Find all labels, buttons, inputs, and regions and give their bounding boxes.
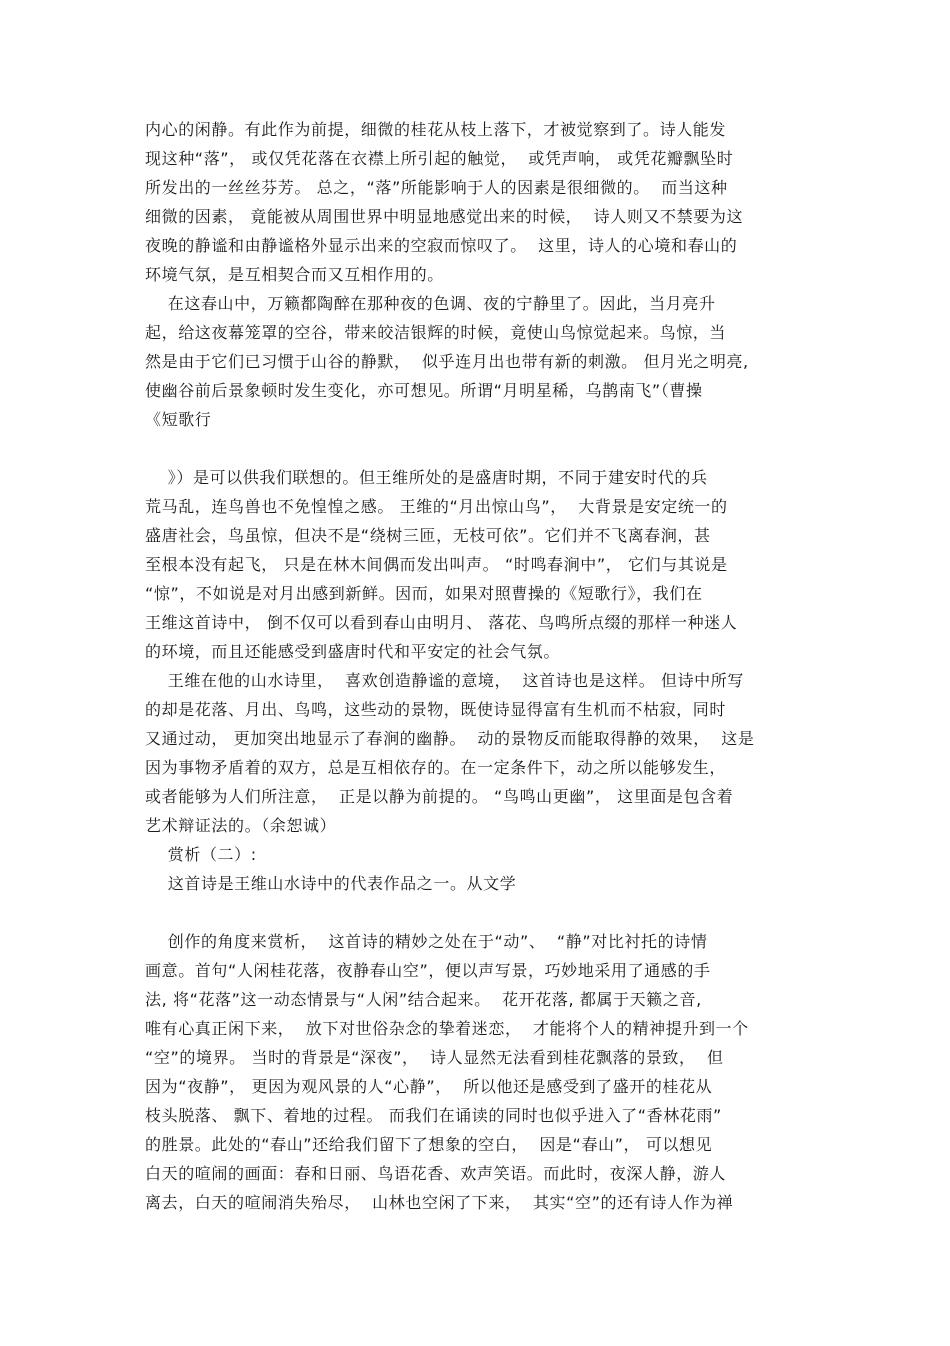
text-line: 或者能够为人们所注意， 正是以静为前提的。 “鸟鸣山更幽”， 这里面是包含着 xyxy=(145,787,734,806)
text-line: 因为事物矛盾着的双方，总是互相依存的。在一定条件下，动之所以能够发生， xyxy=(145,758,727,777)
text-line: 王维这首诗中， 倒不仅可以看到春山由明月、 落花、鸟鸣所点缀的那样一种迷人 xyxy=(145,613,738,632)
text-line: 离去，白天的喧闹消失殆尽， 山林也空闲了下来， 其实“空”的还有诗人作为禅 xyxy=(145,1193,734,1212)
text-line: 至根本没有起飞， 只是在林木间偶而发出叫声。 “时鸣春涧中”， 它们与其说是 xyxy=(145,555,728,574)
text-line: “空”的境界。 当时的背景是“深夜”， 诗人显然无法看到桂花飘落的景致， 但 xyxy=(145,1048,724,1067)
text-line: 枝头脱落、 飘下、着地的过程。 而我们在诵读的同时也似乎进入了“香林花雨” xyxy=(145,1106,722,1125)
text-line: 这首诗是王维山水诗中的代表作品之一。从文学 xyxy=(145,874,517,893)
text-line: 现这种“落”， 或仅凭花落在衣襟上所引起的触觉， 或凭声响， 或凭花瓣飘坠时 xyxy=(145,149,734,168)
text-line: 画意。首句“人闲桂花落，夜静春山空”，便以声写景，巧妙地采用了通感的手 xyxy=(145,961,711,980)
text-line: 使幽谷前后景象顿时发生变化，亦可想见。所谓“月明星稀，乌鹊南飞”（曹操 xyxy=(145,381,703,400)
text-line: 艺术辩证法的。（余恕诚） xyxy=(145,816,337,835)
text-line: “惊”，不如说是对月出感到新鲜。因而，如果对照曹操的《短歌行》，我们在 xyxy=(145,584,703,603)
text-line: 荒马乱，连鸟兽也不免惶惶之感。 王维的“月出惊山鸟”， 大背景是安定统一的 xyxy=(145,497,728,516)
text-line: 的环境，而且还能感受到盛唐时代和平安定的社会气氛。 xyxy=(145,642,561,661)
text-line: 白天的喧闹的画面：春和日丽、鸟语花香、欢声笑语。而此时，夜深人静，游人 xyxy=(145,1164,727,1183)
text-line: 盛唐社会，鸟虽惊，但决不是“绕树三匝，无枝可依”。它们并不飞离春涧，甚 xyxy=(145,526,711,545)
text-line: 又通过动， 更加突出地显示了春涧的幽静。 动的景物反而能取得静的效果， 这是 xyxy=(145,729,755,748)
text-line: 环境气氛，是互相契合而又互相作用的。 xyxy=(145,265,444,284)
text-line: 然是由于它们已习惯于山谷的静默， 似乎连月出也带有新的刺激。 但月光之明亮, xyxy=(145,352,749,371)
text-line: 细微的因素， 竟能被从周围世界中明显地感觉出来的时候， 诗人则又不禁要为这 xyxy=(145,207,744,226)
text-line: 在这春山中，万籁都陶醉在那种夜的色调、夜的宁静里了。因此，当月亮升 xyxy=(145,294,716,313)
text-line: 起，给这夜幕笼罩的空谷，带来皎洁银辉的时候，竟使山鸟惊觉起来。鸟惊，当 xyxy=(145,323,727,342)
section-heading: 赏析（二）: xyxy=(145,845,257,864)
text-line: 因为“夜静”， 更因为观风景的人“心静”， 所以他还是感受到了盛开的桂花从 xyxy=(145,1077,713,1096)
text-line: 法, 将“花落”这一动态情景与“人闲”结合起来。 花开花落, 都属于天籁之音, xyxy=(145,990,702,1009)
text-line: 》）是可以供我们联想的。但王维所处的是盛唐时期，不同于建安时代的兵 xyxy=(145,468,708,487)
text-line: 创作的角度来赏析， 这首诗的精妙之处在于“动”、 “静”对比衬托的诗情 xyxy=(145,932,708,951)
text-line: 的胜景。此处的“春山”还给我们留下了想象的空白， 因是“春山”， 可以想见 xyxy=(145,1135,713,1154)
text-line: 唯有心真正闲下来， 放下对世俗杂念的挚着迷恋， 才能将个人的精神提升到一个 xyxy=(145,1019,749,1038)
text-line: 所发出的一丝丝芬芳。 总之，“落”所能影响于人的因素是很细微的。 而当这种 xyxy=(145,178,728,197)
text-line: 王维在他的山水诗里， 喜欢创造静谧的意境， 这首诗也是这样。 但诗中所写 xyxy=(145,671,744,690)
text-line: 的却是花落、月出、鸟鸣，这些动的景物，既使诗显得富有生机而不枯寂，同时 xyxy=(145,700,727,719)
text-line: 内心的闲静。有此作为前提，细微的桂花从枝上落下，才被觉察到了。诗人能发 xyxy=(145,120,727,139)
text-line: 夜晚的静谧和由静谧格外显示出来的空寂而惊叹了。 这里，诗人的心境和春山的 xyxy=(145,236,738,255)
text-line: 《短歌行 xyxy=(145,410,212,429)
